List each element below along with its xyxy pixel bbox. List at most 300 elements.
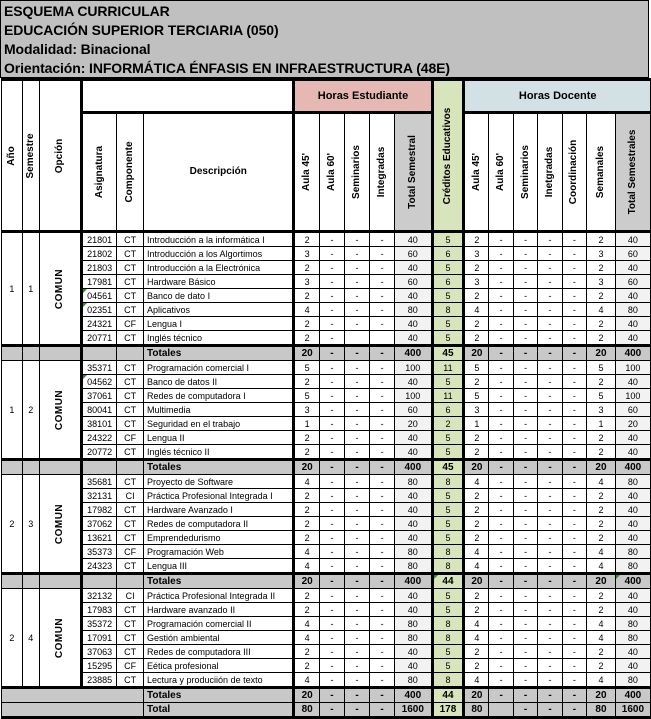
- componente-cell: CT: [117, 403, 144, 417]
- doc-aula60: -: [489, 545, 513, 559]
- totals-spacer: [22, 346, 39, 361]
- creditos-cell: 5: [432, 589, 464, 603]
- totals-doc-aula45: 20: [464, 460, 489, 475]
- doc-inetgradas: -: [538, 645, 562, 659]
- anio-cell: 1: [2, 232, 23, 346]
- totals-label: Totales: [144, 688, 294, 703]
- totals-doc-total-semestrales: 400: [615, 346, 650, 361]
- doc-aula45: 4: [464, 673, 489, 688]
- doc-semanales: 2: [587, 431, 616, 445]
- est-total-semestral: 80: [395, 559, 432, 574]
- componente-cell: CI: [117, 489, 144, 503]
- est-seminarios: -: [344, 545, 369, 559]
- creditos-cell: 6: [432, 247, 464, 261]
- doc-aula60: -: [489, 247, 513, 261]
- table-row: [2, 261, 651, 275]
- componente-cell: CT: [117, 559, 144, 574]
- est-aula45: 2: [294, 659, 319, 673]
- opcion-cell: [39, 361, 81, 460]
- asignatura-code: 32132: [81, 589, 116, 603]
- doc-semanales: 5: [587, 389, 616, 403]
- doc-total-semestrales: 40: [615, 589, 650, 603]
- doc-inetgradas: -: [538, 603, 562, 617]
- totals-est-aula60: -: [319, 574, 344, 589]
- doc-seminarios: -: [513, 431, 537, 445]
- creditos-cell: 8: [432, 475, 464, 489]
- est-aula45: 2: [294, 331, 319, 346]
- descripcion-cell: Banco de dato I: [144, 289, 294, 303]
- doc-inetgradas: -: [538, 617, 562, 631]
- title-line-4: Orientación: INFORMÁTICA ÉNFASIS EN INFRAESTRUCTURA (48E): [4, 60, 450, 76]
- totals-doc-aula45: 20: [464, 346, 489, 361]
- doc-seminarios: -: [513, 403, 537, 417]
- table-row: [2, 375, 651, 389]
- grand-total-doc-inetgradas: -: [538, 703, 562, 718]
- doc-aula60: -: [489, 531, 513, 545]
- creditos-cell: 6: [432, 403, 464, 417]
- est-aula60: -: [319, 361, 344, 375]
- asignatura-code: 23885: [81, 673, 116, 688]
- componente-cell: CT: [117, 645, 144, 659]
- semestre-cell: 1: [22, 232, 39, 346]
- doc-inetgradas: -: [538, 232, 562, 247]
- doc-total-semestrales: 40: [615, 261, 650, 275]
- doc-aula45: 2: [464, 331, 489, 346]
- doc-total-semestrales: 80: [615, 475, 650, 489]
- doc-total-semestrales: 80: [615, 303, 650, 317]
- doc-total-semestrales: 20: [615, 417, 650, 431]
- creditos-cell: 5: [432, 232, 464, 247]
- doc-aula45: 2: [464, 659, 489, 673]
- header-doc-total-semestrales: Total Semestrales: [615, 113, 650, 232]
- doc-aula60: -: [489, 389, 513, 403]
- doc-total-semestrales: 40: [615, 659, 650, 673]
- doc-total-semestrales: 40: [615, 331, 650, 346]
- doc-coordinacion: -: [562, 589, 586, 603]
- table-row: [2, 545, 651, 559]
- doc-coordinacion: -: [562, 617, 586, 631]
- creditos-cell: 5: [432, 431, 464, 445]
- header-doc-inetgradas: Inetgradas: [538, 113, 562, 232]
- doc-coordinacion: -: [562, 403, 586, 417]
- componente-cell: CT: [117, 603, 144, 617]
- est-aula45: 2: [294, 289, 319, 303]
- asignatura-code: 20771: [81, 331, 116, 346]
- totals-creditos: 45: [432, 346, 464, 361]
- doc-aula45: 4: [464, 303, 489, 317]
- totals-spacer: [2, 460, 23, 475]
- table-row: [2, 517, 651, 531]
- header-anio: Año: [2, 80, 23, 232]
- doc-semanales: 2: [587, 317, 616, 331]
- doc-total-semestrales: 80: [615, 617, 650, 631]
- asignatura-code: 24321: [81, 317, 116, 331]
- doc-aula45: 3: [464, 247, 489, 261]
- doc-seminarios: -: [513, 417, 537, 431]
- totals-doc-semanales: 20: [587, 574, 616, 589]
- doc-aula60: -: [489, 673, 513, 688]
- descripcion-cell: Lengua II: [144, 431, 294, 445]
- doc-coordinacion: -: [562, 232, 586, 247]
- est-total-semestral: 80: [395, 303, 432, 317]
- doc-seminarios: -: [513, 503, 537, 517]
- header-asignatura: Asignatura: [81, 113, 116, 232]
- grand-total-doc-semanales: 80: [587, 703, 616, 718]
- est-seminarios: -: [344, 517, 369, 531]
- opcion-cell: [39, 475, 81, 574]
- est-aula60: -: [319, 645, 344, 659]
- totals-est-total-semestral: 400: [395, 574, 432, 589]
- componente-cell: CT: [117, 331, 144, 346]
- doc-inetgradas: -: [538, 403, 562, 417]
- header-est-total-semestral: Total Semestral: [395, 113, 432, 232]
- descripcion-cell: Inglés técnico: [144, 331, 294, 346]
- doc-seminarios: -: [513, 545, 537, 559]
- est-seminarios: -: [344, 673, 369, 688]
- est-seminarios: -: [344, 431, 369, 445]
- doc-inetgradas: -: [538, 673, 562, 688]
- doc-semanales: 2: [587, 375, 616, 389]
- doc-coordinacion: -: [562, 445, 586, 460]
- totals-est-aula45: 20: [294, 346, 319, 361]
- doc-semanales: 3: [587, 403, 616, 417]
- est-aula45: 2: [294, 517, 319, 531]
- creditos-cell: 6: [432, 275, 464, 289]
- doc-semanales: 3: [587, 275, 616, 289]
- doc-semanales: 2: [587, 531, 616, 545]
- title-line-2: EDUCACIÓN SUPERIOR TERCIARIA (050): [4, 22, 279, 38]
- doc-aula45: 2: [464, 517, 489, 531]
- est-integradas: -: [370, 531, 395, 545]
- asignatura-code: 13621: [81, 531, 116, 545]
- totals-spacer: [117, 460, 144, 475]
- est-aula60: -: [319, 247, 344, 261]
- est-integradas: -: [370, 503, 395, 517]
- doc-inetgradas: -: [538, 289, 562, 303]
- componente-cell: CF: [117, 317, 144, 331]
- semestre-cell: 4: [22, 589, 39, 688]
- descripcion-cell: Introducción a los Algortimos: [144, 247, 294, 261]
- totals-est-seminarios: -: [344, 688, 369, 703]
- creditos-cell: 11: [432, 389, 464, 403]
- grand-total-doc-total-semestrales: 1600: [615, 703, 650, 718]
- table-row: [2, 417, 651, 431]
- est-aula45: 4: [294, 559, 319, 574]
- doc-semanales: 2: [587, 645, 616, 659]
- asignatura-code: 21801: [81, 232, 116, 247]
- est-integradas: -: [370, 303, 395, 317]
- est-integradas: -: [370, 645, 395, 659]
- est-integradas: -: [370, 445, 395, 460]
- table-row: [2, 361, 651, 375]
- est-aula45: 5: [294, 361, 319, 375]
- doc-aula45: 2: [464, 289, 489, 303]
- totals-doc-seminarios: -: [513, 688, 537, 703]
- descripcion-cell: Banco de datos II: [144, 375, 294, 389]
- doc-aula60: -: [489, 589, 513, 603]
- doc-aula45: 2: [464, 445, 489, 460]
- doc-aula60: -: [489, 617, 513, 631]
- totals-est-aula60: -: [319, 460, 344, 475]
- doc-coordinacion: -: [562, 331, 586, 346]
- descripcion-cell: Emprendedurismo: [144, 531, 294, 545]
- grand-total-spacer: [2, 703, 144, 718]
- table-row: [2, 489, 651, 503]
- header-creditos: Créditos Educativos: [432, 80, 464, 232]
- doc-total-semestrales: 80: [615, 631, 650, 645]
- asignatura-code: 04562: [81, 375, 116, 389]
- doc-total-semestrales: 40: [615, 445, 650, 460]
- grand-total-doc-aula45: 80: [464, 703, 489, 718]
- asignatura-code: 35371: [81, 361, 116, 375]
- asignatura-code: 20772: [81, 445, 116, 460]
- est-total-semestral: 40: [395, 531, 432, 545]
- doc-total-semestrales: 40: [615, 489, 650, 503]
- doc-semanales: 5: [587, 361, 616, 375]
- componente-cell: CT: [117, 417, 144, 431]
- grand-total-est-aula45: 80: [294, 703, 319, 718]
- title-block: [0, 0, 649, 78]
- est-seminarios: -: [344, 247, 369, 261]
- descripcion-cell: Práctica Profesional Integrada I: [144, 489, 294, 503]
- totals-est-aula45: 20: [294, 460, 319, 475]
- est-aula60: -: [319, 303, 344, 317]
- est-aula45: 4: [294, 303, 319, 317]
- table-row: [2, 503, 651, 517]
- doc-semanales: 4: [587, 559, 616, 574]
- doc-aula60: -: [489, 317, 513, 331]
- doc-semanales: 2: [587, 289, 616, 303]
- totals-doc-inetgradas: -: [538, 574, 562, 589]
- est-aula60: -: [319, 389, 344, 403]
- est-total-semestral: 100: [395, 389, 432, 403]
- est-integradas: -: [370, 389, 395, 403]
- doc-coordinacion: -: [562, 275, 586, 289]
- doc-semanales: 4: [587, 673, 616, 688]
- doc-seminarios: -: [513, 289, 537, 303]
- componente-cell: CT: [117, 445, 144, 460]
- creditos-cell: 5: [432, 503, 464, 517]
- doc-inetgradas: -: [538, 489, 562, 503]
- doc-inetgradas: -: [538, 389, 562, 403]
- est-integradas: -: [370, 673, 395, 688]
- table-row: [2, 603, 651, 617]
- est-integradas: -: [370, 603, 395, 617]
- totals-label: Totales: [144, 574, 294, 589]
- doc-seminarios: -: [513, 375, 537, 389]
- table-row: [2, 275, 651, 289]
- est-seminarios: -: [344, 589, 369, 603]
- doc-aula45: 2: [464, 589, 489, 603]
- header-descripcion: Descripción: [144, 113, 294, 232]
- grand-total-doc-seminarios: -: [513, 703, 537, 718]
- doc-aula60: -: [489, 631, 513, 645]
- grand-total-est-seminarios: -: [344, 703, 369, 718]
- est-aula45: 2: [294, 531, 319, 545]
- totals-spacer: [81, 460, 116, 475]
- doc-total-semestrales: 40: [615, 503, 650, 517]
- est-total-semestral: 80: [395, 475, 432, 489]
- doc-total-semestrales: 60: [615, 403, 650, 417]
- table-row: [2, 232, 651, 247]
- est-aula60: -: [319, 403, 344, 417]
- creditos-cell: 5: [432, 645, 464, 659]
- est-aula60: -: [319, 275, 344, 289]
- totals-est-integradas: -: [370, 460, 395, 475]
- doc-coordinacion: -: [562, 631, 586, 645]
- doc-semanales: 2: [587, 489, 616, 503]
- est-seminarios: -: [344, 559, 369, 574]
- doc-semanales: 4: [587, 545, 616, 559]
- doc-coordinacion: -: [562, 603, 586, 617]
- est-total-semestral: 40: [395, 232, 432, 247]
- asignatura-code: 15295: [81, 659, 116, 673]
- creditos-cell: 8: [432, 545, 464, 559]
- creditos-cell: 5: [432, 331, 464, 346]
- doc-aula45: 2: [464, 503, 489, 517]
- est-seminarios: -: [344, 645, 369, 659]
- doc-semanales: 4: [587, 617, 616, 631]
- doc-seminarios: -: [513, 389, 537, 403]
- est-aula60: -: [319, 261, 344, 275]
- opcion-label: COMUN: [53, 617, 65, 659]
- est-integradas: -: [370, 275, 395, 289]
- doc-aula60: -: [489, 417, 513, 431]
- doc-coordinacion: -: [562, 247, 586, 261]
- doc-seminarios: -: [513, 303, 537, 317]
- doc-aula45: 3: [464, 403, 489, 417]
- est-total-semestral: 80: [395, 631, 432, 645]
- est-total-semestral: 40: [395, 445, 432, 460]
- totals-doc-seminarios: -: [513, 346, 537, 361]
- est-aula45: 4: [294, 545, 319, 559]
- totals-doc-coordinacion: -: [562, 688, 586, 703]
- doc-total-semestrales: 40: [615, 603, 650, 617]
- header-doc-aula45: Aula 45': [464, 113, 489, 232]
- doc-aula60: -: [489, 659, 513, 673]
- est-aula60: -: [319, 673, 344, 688]
- est-total-semestral: 40: [395, 317, 432, 331]
- est-integradas: -: [370, 431, 395, 445]
- doc-inetgradas: -: [538, 659, 562, 673]
- doc-seminarios: -: [513, 489, 537, 503]
- doc-total-semestrales: 80: [615, 673, 650, 688]
- doc-seminarios: -: [513, 645, 537, 659]
- est-aula45: 5: [294, 389, 319, 403]
- totals-doc-total-semestrales: 400: [615, 688, 650, 703]
- curriculum-table: [1, 78, 651, 719]
- creditos-cell: 5: [432, 531, 464, 545]
- anio-cell: 2: [2, 589, 23, 688]
- doc-aula45: 4: [464, 545, 489, 559]
- est-aula60: -: [319, 631, 344, 645]
- est-integradas: -: [370, 261, 395, 275]
- descripcion-cell: Programación comercial II: [144, 617, 294, 631]
- doc-aula45: 2: [464, 489, 489, 503]
- semestre-cell: 2: [22, 361, 39, 460]
- totals-spacer: [39, 346, 81, 361]
- est-seminarios: -: [344, 232, 369, 247]
- opcion-label: COMUN: [53, 503, 65, 545]
- est-aula45: 2: [294, 261, 319, 275]
- est-aula45: 3: [294, 275, 319, 289]
- componente-cell: CF: [117, 659, 144, 673]
- asignatura-code: 37063: [81, 645, 116, 659]
- doc-aula60: -: [489, 503, 513, 517]
- est-aula60: -: [319, 603, 344, 617]
- descripcion-cell: Gestión ambiental: [144, 631, 294, 645]
- doc-aula60: -: [489, 603, 513, 617]
- est-seminarios: -: [344, 503, 369, 517]
- doc-coordinacion: -: [562, 559, 586, 574]
- est-aula60: -: [319, 475, 344, 489]
- asignatura-code: 21803: [81, 261, 116, 275]
- creditos-cell: 5: [432, 317, 464, 331]
- est-aula60: -: [319, 531, 344, 545]
- doc-inetgradas: -: [538, 517, 562, 531]
- componente-cell: CT: [117, 389, 144, 403]
- totals-spacer: [22, 574, 39, 589]
- doc-aula45: 2: [464, 645, 489, 659]
- doc-total-semestrales: 40: [615, 645, 650, 659]
- est-total-semestral: 60: [395, 247, 432, 261]
- doc-total-semestrales: 100: [615, 361, 650, 375]
- asignatura-code: 80041: [81, 403, 116, 417]
- totals-spacer: [117, 574, 144, 589]
- est-integradas: -: [370, 475, 395, 489]
- totals-doc-coordinacion: -: [562, 574, 586, 589]
- est-integradas: -: [370, 545, 395, 559]
- descripcion-cell: Hardware avanzado II: [144, 603, 294, 617]
- grand-total-row: [2, 703, 651, 718]
- creditos-cell: 8: [432, 617, 464, 631]
- totals-spacer: [22, 460, 39, 475]
- doc-inetgradas: -: [538, 503, 562, 517]
- doc-seminarios: -: [513, 232, 537, 247]
- totals-est-integradas: -: [370, 346, 395, 361]
- header-opcion: Opción: [39, 80, 81, 232]
- est-aula45: 4: [294, 673, 319, 688]
- doc-aula45: 4: [464, 631, 489, 645]
- totals-doc-coordinacion: -: [562, 460, 586, 475]
- est-total-semestral: 80: [395, 673, 432, 688]
- header-est-aula60: Aula 60': [319, 113, 344, 232]
- asignatura-code: 35372: [81, 617, 116, 631]
- componente-cell: CT: [117, 361, 144, 375]
- grand-total-doc-coordinacion: -: [562, 703, 586, 718]
- totals-est-aula45: 20: [294, 574, 319, 589]
- est-total-semestral: 40: [395, 489, 432, 503]
- est-total-semestral: 60: [395, 403, 432, 417]
- doc-inetgradas: -: [538, 559, 562, 574]
- componente-cell: CT: [117, 503, 144, 517]
- doc-inetgradas: -: [538, 589, 562, 603]
- est-seminarios: -: [344, 603, 369, 617]
- totals-doc-inetgradas: -: [538, 688, 562, 703]
- grand-total-est-aula60: -: [319, 703, 344, 718]
- doc-seminarios: -: [513, 673, 537, 688]
- table-row: [2, 659, 651, 673]
- est-integradas: [370, 331, 395, 346]
- doc-inetgradas: -: [538, 417, 562, 431]
- est-integradas: -: [370, 559, 395, 574]
- componente-cell: CT: [117, 289, 144, 303]
- doc-total-semestrales: 40: [615, 289, 650, 303]
- doc-coordinacion: -: [562, 303, 586, 317]
- totals-est-total-semestral: 400: [395, 688, 432, 703]
- doc-inetgradas: -: [538, 431, 562, 445]
- doc-aula45: 5: [464, 361, 489, 375]
